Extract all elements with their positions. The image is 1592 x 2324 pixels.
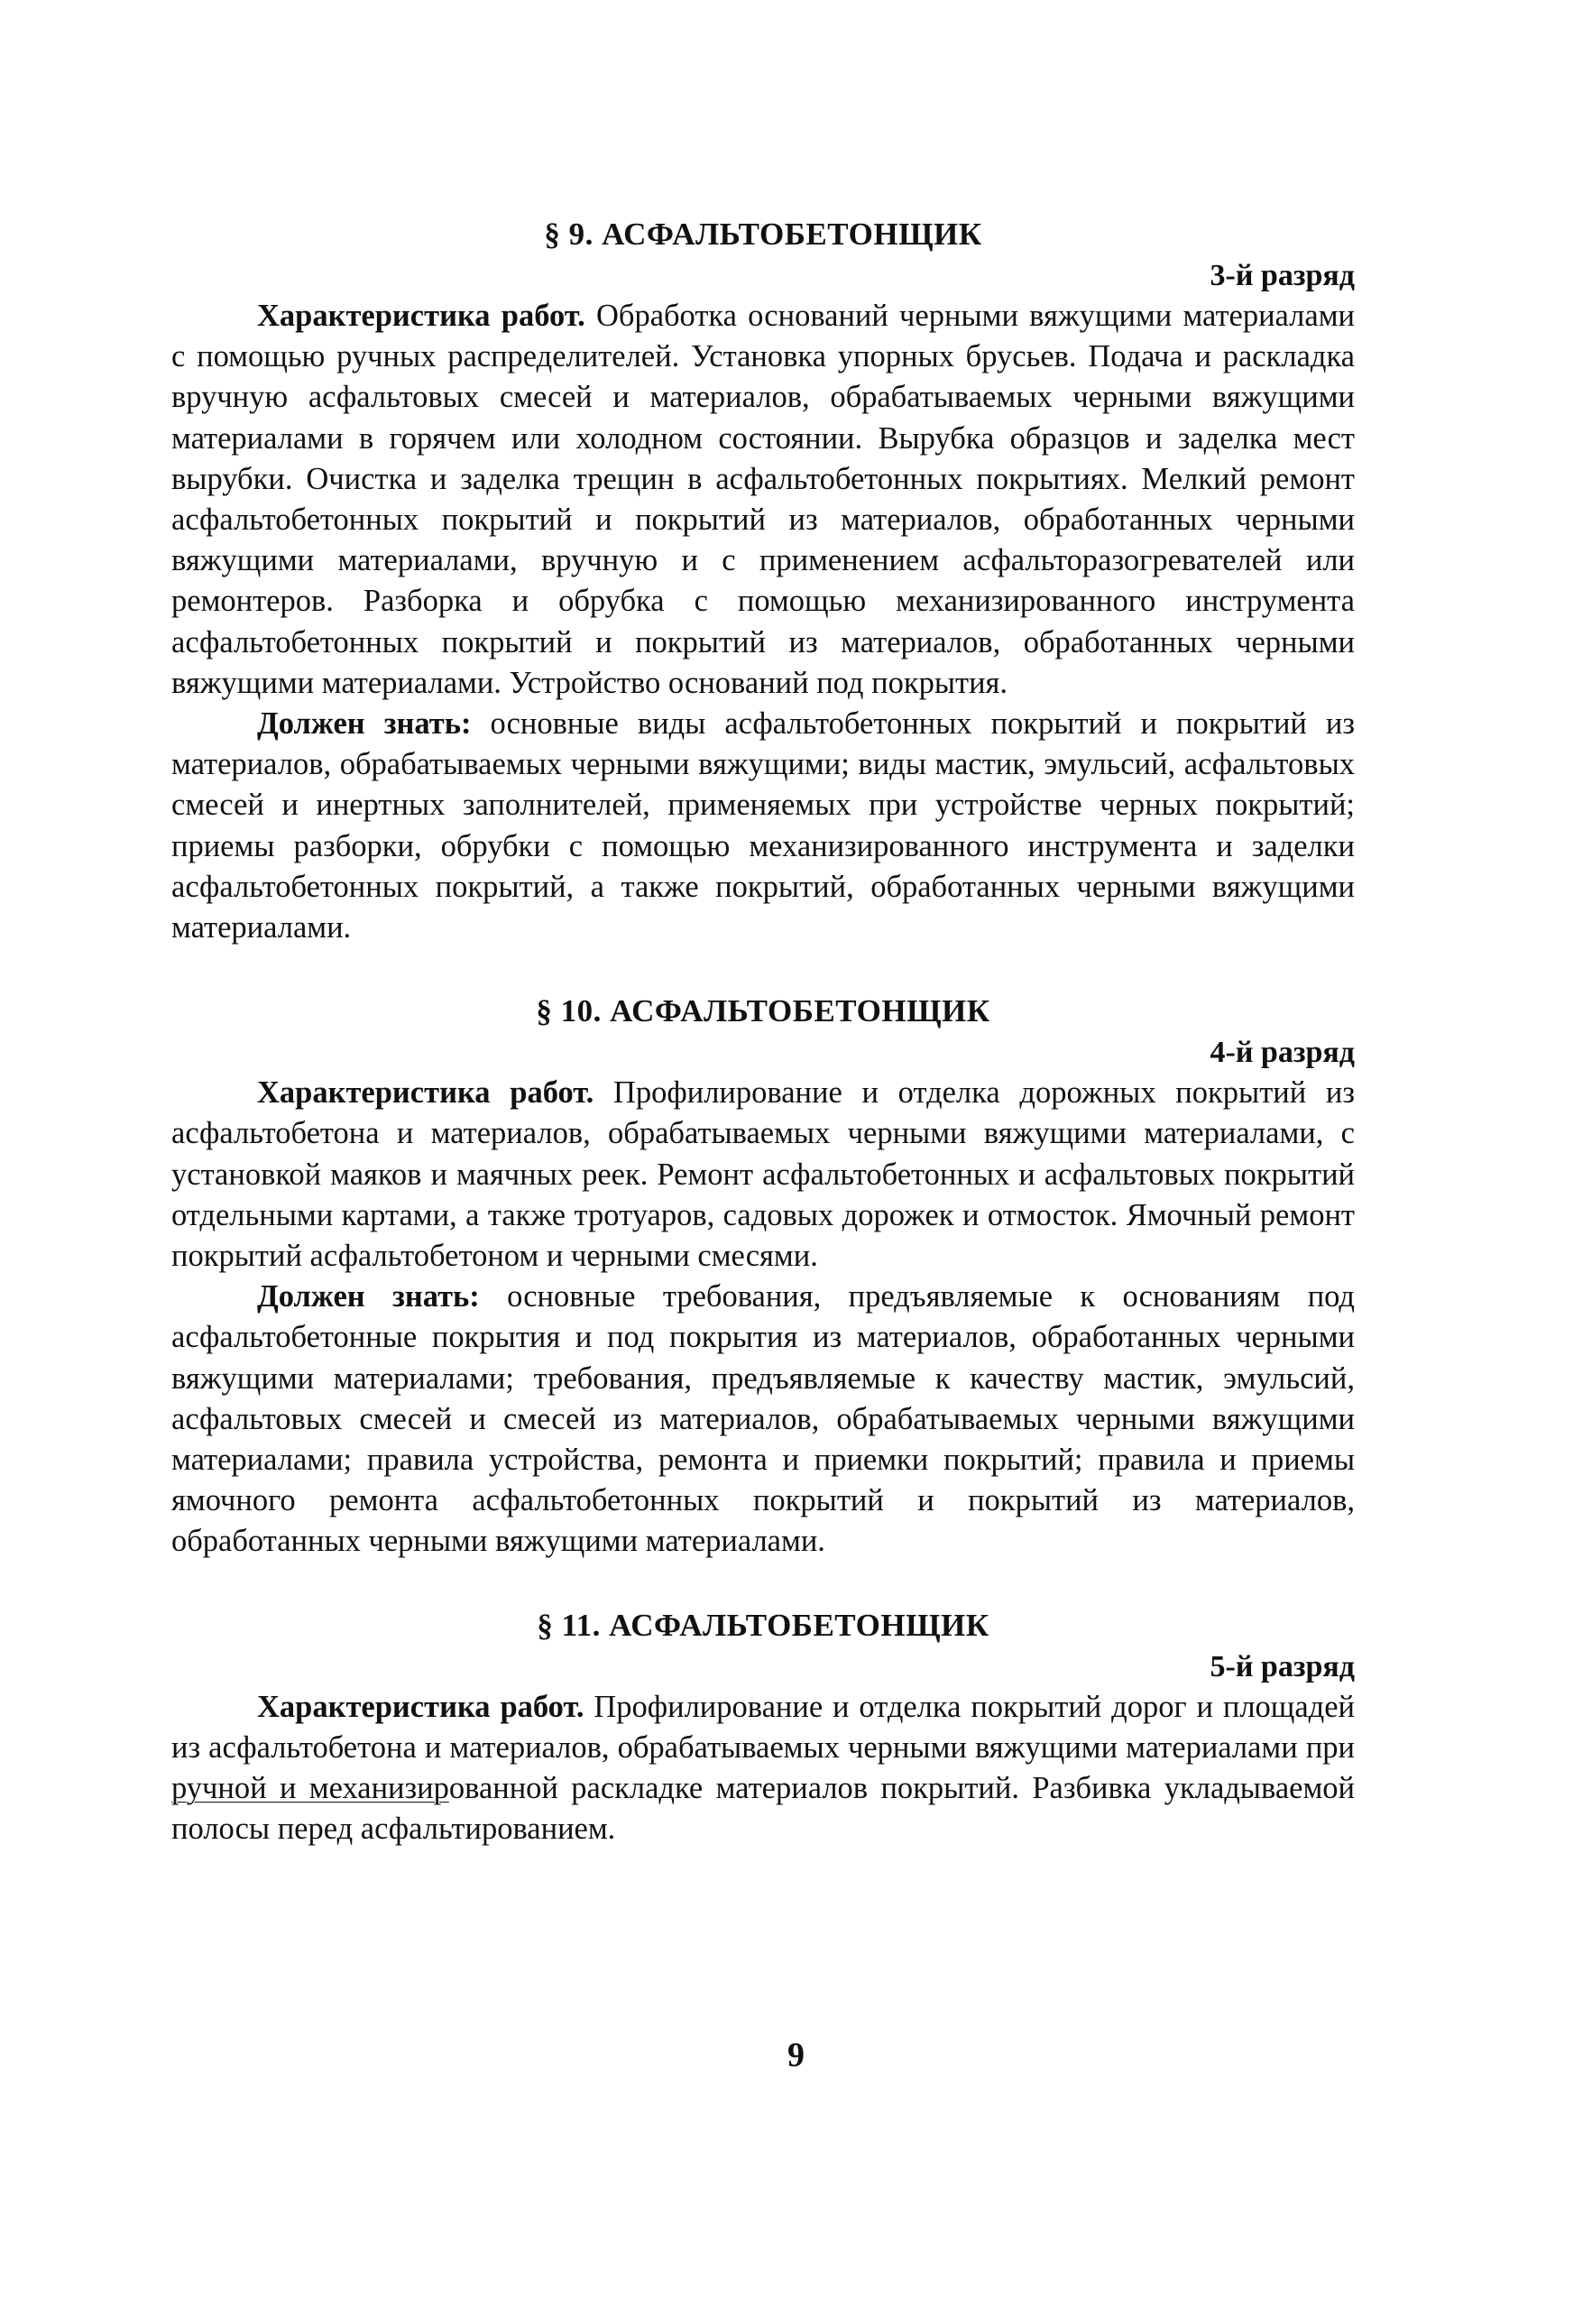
work-description-text: Профилирование и отделка покрытий дорог и площадей из асфальтобетона и материалов, обрабатываемых черными вяжущими материалами при	[171, 1689, 1355, 1765]
required-knowledge-label: Должен знать:	[257, 1279, 480, 1314]
work-description-text: Обработка оснований черными вяжущими материалами с помощью ручных распределителей. Установка упорных брусьев. Подача и раскладка вручную асфальтовых смесей и материалов, обрабатываемых черными вяжущими материалами в горячем или холодном состоянии. Вырубка образцов и заделка мест вырубки. Очистка и заделка трещин в асфальтобетонных покрытиях. Мелкий ремонт асфальтобетонных покрытий и покрытий из материалов, обработанных черными вяжущими материалами, вручную и с применением асфальторазогревателей или ремонтеров. Разборка и обрубка с помощью механизированного инструмента асфальтобетонных покрытий и покрытий из материалов, обработанных черными вяжущими материалами. Устройство оснований под покрытия.	[171, 299, 1355, 700]
section-11	[171, 1606, 1355, 1850]
work-description-text-continued: ованной раскладке материалов покрытий. Разбивка укладываемой полосы перед асфальтированием.	[171, 1771, 1355, 1847]
grade-label: 4-й разряд	[1210, 1036, 1355, 1070]
required-knowledge-text: основные виды асфальтобетонных покрытий и покрытий из материалов, обрабатываемых черными вяжущими; виды мастик, эмульсий, асфальтовых смесей и инертных заполнителей, применяемых при устройстве черных покрытий; приемы разборки, обрубки с помощью механизированного инструмента и заделки асфальтобетонных покрытий, а также покрытий, обработанных черными вяжущими материалами.	[171, 706, 1356, 945]
work-description-label: Характеристика работ.	[257, 1075, 594, 1111]
section-heading: § 10. АСФАЛЬТОБЕТОНЩИК	[536, 993, 990, 1029]
section-heading: § 11. АСФАЛЬТОБЕТОНЩИК	[537, 1607, 989, 1643]
required-knowledge-text: основные требования, предъявляемые к основаниям под асфальтобетонные покрытия и под покрытия из материалов, обработанных черными вяжущими материалами; требования, предъявляемые к качеству мастик, эмульсий, асфальтовых смесей и смесей из материалов, обрабатываемых черными вяжущими материалами; правила устройства, ремонта и приемки покрытий; правила и приемы ямочного ремонта асфальтобетонных покрытий и покрытий из материалов, обработанных черными вяжущими материалами.	[171, 1279, 1355, 1559]
grade-label: 5-й разряд	[1210, 1649, 1355, 1683]
section-10	[171, 991, 1355, 1562]
section-9	[171, 215, 1355, 948]
page-number: 9	[787, 2036, 805, 2074]
required-knowledge-paragraph	[171, 704, 1355, 948]
work-description-paragraph	[171, 1687, 1355, 1850]
document-page	[171, 215, 1355, 1850]
required-knowledge-label: Должен знать:	[257, 706, 472, 742]
section-heading: § 9. АСФАЛЬТОБЕТОНЩИК	[544, 217, 982, 252]
work-description-paragraph	[171, 1073, 1355, 1277]
work-description-label: Характеристика работ.	[257, 1689, 584, 1724]
work-description-text: Профилирование и отделка дорожных покрытий из асфальтобетона и материалов, обрабатываемых черными вяжущими материалами, с установкой маяков и маячных реек. Ремонт асфальтобетонных и асфальтовых покрытий отдельными картами, а также тротуаров, садовых дорожек и отмосток. Ямочный ремонт покрытий асфальтобетоном и черными смесями.	[171, 1075, 1355, 1274]
grade-label: 3-й разряд	[1210, 259, 1355, 292]
work-description-paragraph	[171, 296, 1355, 704]
required-knowledge-paragraph	[171, 1277, 1355, 1562]
work-description-label: Характеристика работ.	[257, 299, 585, 333]
underlined-text: ручной и механизир	[171, 1771, 449, 1806]
